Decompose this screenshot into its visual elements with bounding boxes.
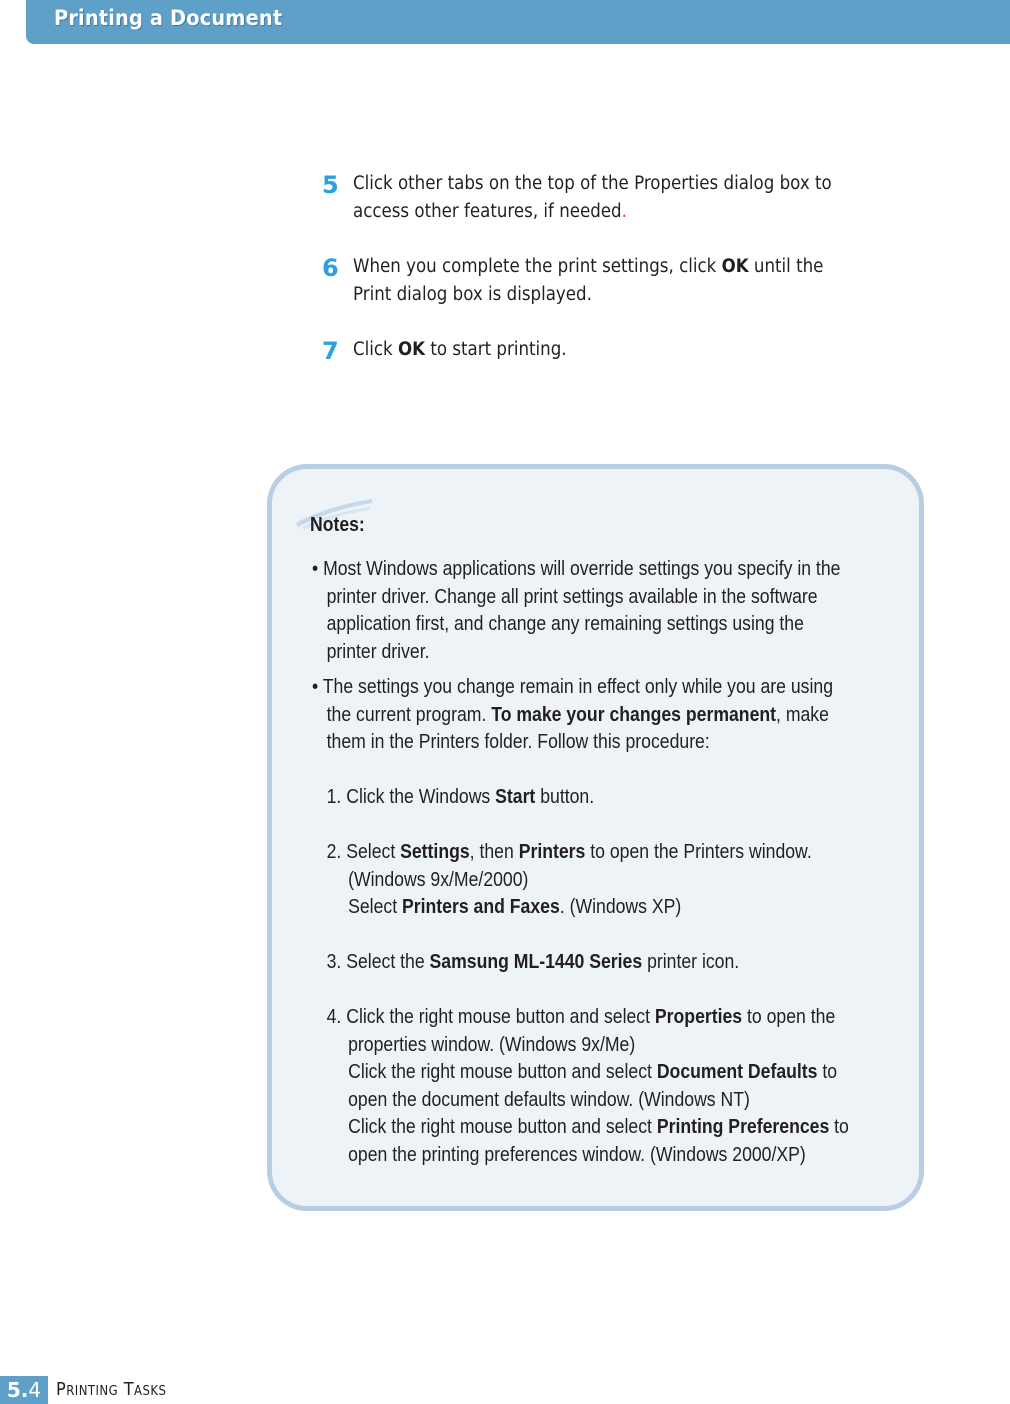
step-text: Click OK to start printing. [353, 339, 567, 360]
note-line: printer driver. [326, 639, 430, 663]
procedure-step-4: 4. Click the right mouse button and select Properties to open the [326, 1005, 836, 1028]
step-6 [322, 253, 962, 309]
note-line: the current program. To make your changes permanent, make [326, 702, 829, 726]
step-5 [322, 170, 962, 226]
step-text: Click other tabs on the top of the Properties dialog box to access other features, if needed. [353, 173, 832, 222]
note-line: open the printing preferences window. (Windows 2000/XP) [348, 1142, 806, 1166]
header-bar [26, 0, 1010, 44]
note-line: Click the right mouse button and select Printing Preferences to [348, 1115, 849, 1138]
procedure-step-1: 1. Click the Windows Start button. [326, 785, 595, 808]
notes-heading: Notes: [310, 514, 365, 536]
note-line: open the document defaults window. (Windows NT) [348, 1087, 750, 1111]
step-number: 6 [322, 254, 339, 282]
step-7 [322, 336, 962, 364]
procedure-step-3: 3. Select the Samsung ML-1440 Series printer icon. [326, 950, 740, 973]
steps-list [322, 170, 962, 391]
note-line: printer driver. Change all print settings available in the software [326, 584, 818, 608]
note-line: • The settings you change remain in effect only while you are using [312, 675, 834, 698]
page-number: 5.4 [0, 1376, 48, 1404]
note-line: Click the right mouse button and select Document Defaults to [348, 1060, 838, 1083]
note-line: • Most Windows applications will override settings you specify in the [312, 557, 841, 580]
notes-box [267, 464, 924, 1211]
procedure-step-2: 2. Select Settings, then Printers to open the Printers window. [326, 840, 812, 863]
notes-body [312, 555, 932, 1168]
note-line: them in the Printers folder. Follow this procedure: [326, 730, 710, 753]
step-text: When you complete the print settings, click OK until the Print dialog box is displayed. [353, 256, 824, 305]
note-line: properties window. (Windows 9x/Me) [348, 1032, 636, 1056]
footer [0, 1376, 300, 1404]
note-line: application first, and change any remaining settings using the [326, 612, 804, 635]
step-number: 7 [322, 337, 339, 365]
step-number: 5 [322, 171, 339, 199]
note-line: (Windows 9x/Me/2000) [348, 867, 529, 891]
page-title: Printing a Document [54, 6, 283, 30]
section-name: Printing Tasks [56, 1379, 167, 1400]
note-line: Select Printers and Faxes. (Windows XP) [348, 895, 682, 918]
